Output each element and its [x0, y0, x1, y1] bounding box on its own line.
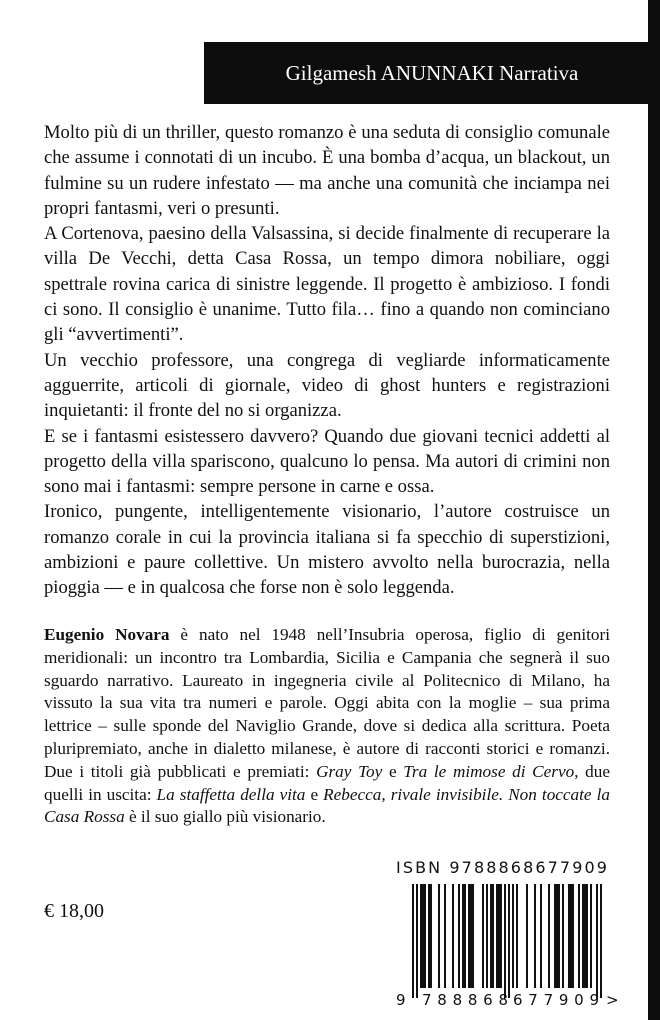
- book-blurb: [44, 120, 610, 601]
- bio-text: , due quelli in uscita:: [44, 761, 610, 804]
- series-title: Gilgamesh ANUNNAKI Narrativa: [285, 61, 579, 85]
- barcode-bar: [422, 884, 424, 988]
- barcode-bar: [586, 884, 588, 988]
- barcode-bar: [492, 884, 494, 988]
- series-header: [204, 42, 660, 104]
- barcode-arrow: >: [606, 991, 619, 1009]
- isbn-label: ISBN 9788868677909: [396, 858, 610, 877]
- barcode-bar: [428, 884, 430, 988]
- barcode-bar: [416, 884, 418, 998]
- blurb-paragraph: Un vecchio professore, una congrega di vegliarde informaticamente agguerrite, articoli di giornale, video di ghost hunters e registrazioni inquietanti: il fronte del no si organizza.: [44, 349, 610, 422]
- barcode-bar: [430, 884, 432, 988]
- barcode-bar: [534, 884, 536, 988]
- barcode-bar: [548, 884, 550, 988]
- bio-text: e: [382, 761, 404, 781]
- price-label: € 18,00: [44, 900, 104, 922]
- book-title: Gray Toy: [316, 761, 383, 781]
- barcode-bar: [504, 884, 506, 998]
- barcode-bar: [458, 884, 460, 988]
- barcode-bar: [570, 884, 572, 988]
- barcode-bar: [424, 884, 426, 988]
- author-bio: [44, 624, 610, 829]
- barcode-bar: [412, 884, 414, 998]
- barcode-bar: [596, 884, 598, 998]
- barcode-bar: [590, 884, 592, 988]
- barcode-bar: [600, 884, 602, 998]
- isbn-barcode: [396, 884, 622, 1010]
- barcode-bar: [572, 884, 574, 988]
- barcode-digits-left: 788868: [422, 991, 508, 1009]
- barcode-bar: [420, 884, 422, 988]
- book-title: Rebecca, rivale invisibile. Non toccate la Casa Rossa: [44, 784, 610, 827]
- barcode-bar: [558, 884, 560, 988]
- barcode-bar: [540, 884, 542, 988]
- barcode-bar: [584, 884, 586, 988]
- barcode-bar: [490, 884, 492, 988]
- barcode-bar: [470, 884, 472, 988]
- barcode-bar: [468, 884, 470, 988]
- barcode-bar: [556, 884, 558, 988]
- barcode-bar: [462, 884, 464, 988]
- barcode-digits-right: 677909: [513, 991, 599, 1009]
- author-name: Eugenio Novara: [44, 625, 170, 644]
- bio-text: è nato nel 1948 nell’Insubria operosa, figlio di genitori meridionali: un incontro tra Lombardia, Sicilia e Campania che segnerà il suo sguardo narrativo. Laureato in ingegneria civile al Politecnico di Milano, ha vissuto la sua vita tra numeri e parole. Oggi abita con la moglie – sua prima lettrice – sulle sponde del Naviglio Grande, dove si dedica alla scrittura. Poeta pluripremiato, anche in dialetto milanese, è autore di racconti storici e romanzi. Due i titoli già pubblicati e premiati:: [44, 625, 610, 781]
- barcode-bar: [486, 884, 488, 988]
- barcode-digit-lead: 9: [396, 991, 406, 1009]
- blurb-paragraph: A Cortenova, paesino della Valsassina, si decide finalmente di recuperare la villa De Vecchi, detta Casa Rossa, un tempo dimora nobiliare, oggi spettrale rovina carica di sinistre leggende. Il progetto è ambizioso. I fondi ci sono. Il consiglio è unanime. Tutto fila… fino a quando non cominciano gli “avvertimenti”.: [44, 223, 610, 346]
- barcode-bar: [498, 884, 500, 988]
- barcode-bar: [512, 884, 514, 988]
- barcode-bar: [452, 884, 454, 988]
- barcode-bar: [526, 884, 528, 988]
- barcode-bars: [412, 884, 602, 998]
- barcode-bar: [516, 884, 518, 988]
- barcode-bar: [464, 884, 466, 988]
- bio-text: è il suo giallo più visionario.: [124, 807, 326, 827]
- book-title: Tra le mimose di Cervo: [403, 761, 575, 781]
- blurb-paragraph: Ironico, pungente, intelligentemente visionario, l’autore costruisce un romanzo corale in cui la provincia italiana si fa specchio di superstizioni, ambizioni e paure collettive. Un mistero avvolto nella burocrazia, nella pioggia — e in qualcosa che forse non è solo leggenda.: [44, 501, 610, 599]
- barcode-bar: [482, 884, 484, 988]
- author-bio-text: [44, 624, 610, 829]
- barcode-bar: [568, 884, 570, 988]
- barcode-bar: [508, 884, 510, 998]
- spine-edge: [648, 0, 660, 1020]
- barcode-bar: [554, 884, 556, 988]
- barcode-bar: [578, 884, 580, 988]
- barcode-bar: [582, 884, 584, 988]
- bio-text: e: [305, 784, 324, 804]
- barcode-bar: [438, 884, 440, 988]
- barcode-bar: [562, 884, 564, 988]
- barcode-bar: [472, 884, 474, 988]
- blurb-paragraph: Molto più di un thriller, questo romanzo è una seduta di consiglio comunale che assume i connotati di un incubo. È una bomba d’acqua, un blackout, un fulmine su un rudere infestato — ma anche una comunità che inciampa nei propri fantasmi, veri o presunti.: [44, 122, 610, 219]
- barcode-bar: [496, 884, 498, 988]
- barcode-bar: [444, 884, 446, 988]
- barcode-bar: [500, 884, 502, 988]
- blurb-paragraph: E se i fantasmi esistessero davvero? Quando due giovani tecnici addetti al progetto della villa spariscono, qualcuno lo pensa. Ma autori di crimini non sono mai i fantasmi: sempre persone in carne e ossa.: [44, 425, 610, 498]
- book-title: La staffetta della vita: [156, 784, 306, 804]
